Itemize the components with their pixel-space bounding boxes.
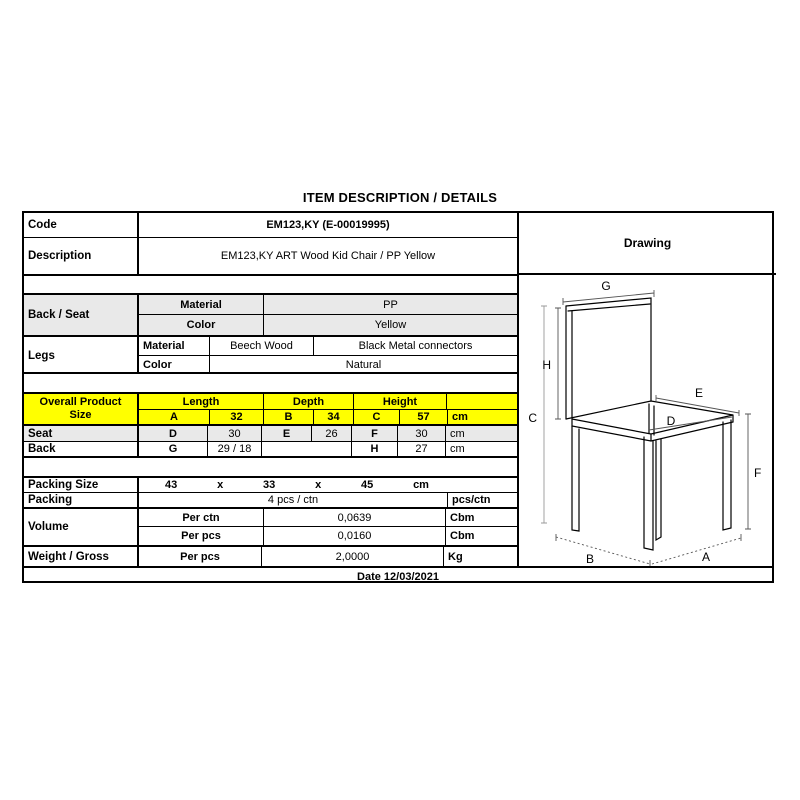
back-seat-material-value: PP — [263, 295, 517, 314]
back-seat-label: Back / Seat — [24, 295, 137, 335]
volume-per-pcs-unit: Cbm — [445, 527, 517, 545]
size-col-header-row — [139, 394, 517, 409]
packing-size-label: Packing Size — [28, 479, 99, 491]
legs-rows — [137, 337, 517, 374]
weight-key: Per pcs — [137, 547, 261, 566]
legs-material-value: Beech Wood — [209, 337, 313, 355]
back-seat-color-label: Color — [186, 319, 216, 331]
label-d: D — [666, 414, 676, 428]
packing-size-part: 33 — [263, 479, 276, 491]
back-label: Back — [28, 443, 56, 455]
back-seat-color-row — [139, 314, 517, 335]
seat-label: Seat — [28, 427, 53, 440]
legs-material-row — [139, 337, 517, 355]
date-row: Date 12/03/2021 — [24, 566, 772, 585]
description-row — [24, 237, 517, 274]
size-header-label — [24, 394, 137, 424]
overall-height-line — [541, 306, 547, 523]
materials-section — [24, 293, 517, 374]
packing-label: Packing — [28, 494, 73, 506]
spec-table — [22, 211, 774, 583]
seat-depth-key: E — [261, 426, 311, 441]
overall-length-value: 32 — [209, 410, 263, 424]
label-f: F — [754, 466, 762, 480]
weight-unit: Kg — [443, 547, 517, 566]
volume-per-ctn-key: Per ctn — [182, 511, 220, 524]
back-length-value: 29 / 18 — [207, 442, 261, 456]
volume-rows — [137, 509, 517, 545]
volume-label: Volume — [28, 521, 69, 533]
dimension-labels — [528, 279, 761, 566]
back-depth-empty — [261, 442, 351, 456]
packing-size-part: x — [315, 479, 322, 491]
col-height: Height — [353, 394, 446, 409]
back-seat-block — [24, 295, 517, 335]
overall-height-key: C — [353, 410, 399, 424]
packing-size-value — [137, 478, 517, 492]
weight-label: Weight / Gross — [28, 550, 109, 563]
overall-unit: cm — [447, 410, 517, 424]
code-description-section — [24, 213, 517, 276]
overall-depth-key: B — [263, 410, 313, 424]
overall-height-value: 57 — [399, 410, 447, 424]
back-length-key: G — [137, 442, 207, 456]
back-size-row — [24, 441, 517, 456]
legs-label: Legs — [28, 349, 55, 362]
size-section — [24, 392, 517, 458]
packing-size-row — [24, 478, 517, 492]
overall-depth-value: 34 — [313, 410, 353, 424]
packing-section — [24, 476, 517, 566]
weight-value: 2,0000 — [261, 547, 443, 566]
code-value: EM123,KY (E-00019995) — [137, 213, 517, 237]
back-height-value: 27 — [397, 442, 445, 456]
volume-per-pcs-row — [139, 526, 517, 545]
col-depth: Depth — [263, 394, 353, 409]
seat-size-row — [24, 424, 517, 441]
code-row — [24, 213, 517, 237]
back-height-key: H — [351, 442, 397, 456]
legs-color-label: Color — [143, 359, 172, 371]
drawing-pane — [517, 213, 776, 566]
packing-size-part: cm — [413, 479, 429, 491]
overall-size-row — [139, 409, 517, 424]
volume-per-ctn-unit: Cbm — [445, 509, 517, 526]
chair-drawing — [519, 275, 776, 566]
seat-unit: cm — [445, 426, 517, 441]
floor-dimension-lines — [556, 537, 741, 564]
description-label: Description — [28, 250, 92, 262]
back-seat-rows — [137, 295, 517, 335]
packing-unit: pcs/ctn — [447, 493, 517, 507]
label-g: G — [601, 279, 611, 293]
size-header-cols — [137, 394, 517, 424]
seat-length-key: D — [137, 426, 207, 441]
seat-depth-value: 26 — [311, 426, 351, 441]
page-title: ITEM DESCRIPTION / DETAILS — [302, 190, 498, 205]
weight-row — [24, 545, 517, 566]
label-b: B — [585, 552, 595, 566]
seat-height-value: 30 — [397, 426, 445, 441]
back-unit: cm — [445, 442, 517, 456]
volume-per-ctn-row — [139, 509, 517, 526]
legs-material-label: Material — [143, 340, 185, 352]
back-seat-color-value: Yellow — [263, 315, 517, 335]
seat-length-value: 30 — [207, 426, 261, 441]
packing-size-part: 43 — [165, 479, 178, 491]
drawing-header: Drawing — [519, 213, 776, 275]
description-value: EM123,KY ART Wood Kid Chair / PP Yellow — [137, 238, 517, 274]
legs-block — [24, 335, 517, 374]
col-unit-empty — [446, 394, 517, 409]
size-header-line1: Overall Product — [39, 396, 122, 408]
packing-size-part: 45 — [361, 479, 374, 491]
legs-material-note: Black Metal connectors — [313, 337, 517, 355]
packing-row — [24, 492, 517, 507]
size-header-block — [24, 394, 517, 424]
size-header-line2: Size — [69, 409, 92, 421]
col-length: Length — [139, 394, 263, 409]
volume-per-pcs-key: Per pcs — [181, 530, 221, 542]
legs-color-row — [139, 355, 517, 374]
label-c: C — [528, 411, 537, 425]
spec-left-pane — [24, 213, 517, 566]
seat-height-key: F — [351, 426, 397, 441]
packing-size-part: x — [217, 479, 224, 491]
code-label: Code — [28, 219, 57, 231]
volume-per-pcs-value: 0,0160 — [263, 527, 445, 545]
back-seat-material-label: Material — [180, 298, 222, 311]
overall-length-key: A — [139, 410, 209, 424]
back-seat-material-row — [139, 295, 517, 314]
floor-dimension-ticks — [556, 534, 741, 566]
packing-value: 4 pcs / ctn — [137, 493, 447, 507]
label-h: H — [542, 358, 551, 372]
volume-per-ctn-value: 0,0639 — [263, 509, 445, 526]
label-a: A — [701, 550, 711, 564]
chair-lines — [566, 298, 733, 550]
legs-color-value: Natural — [209, 356, 517, 374]
label-e: E — [694, 386, 704, 400]
volume-block — [24, 507, 517, 545]
